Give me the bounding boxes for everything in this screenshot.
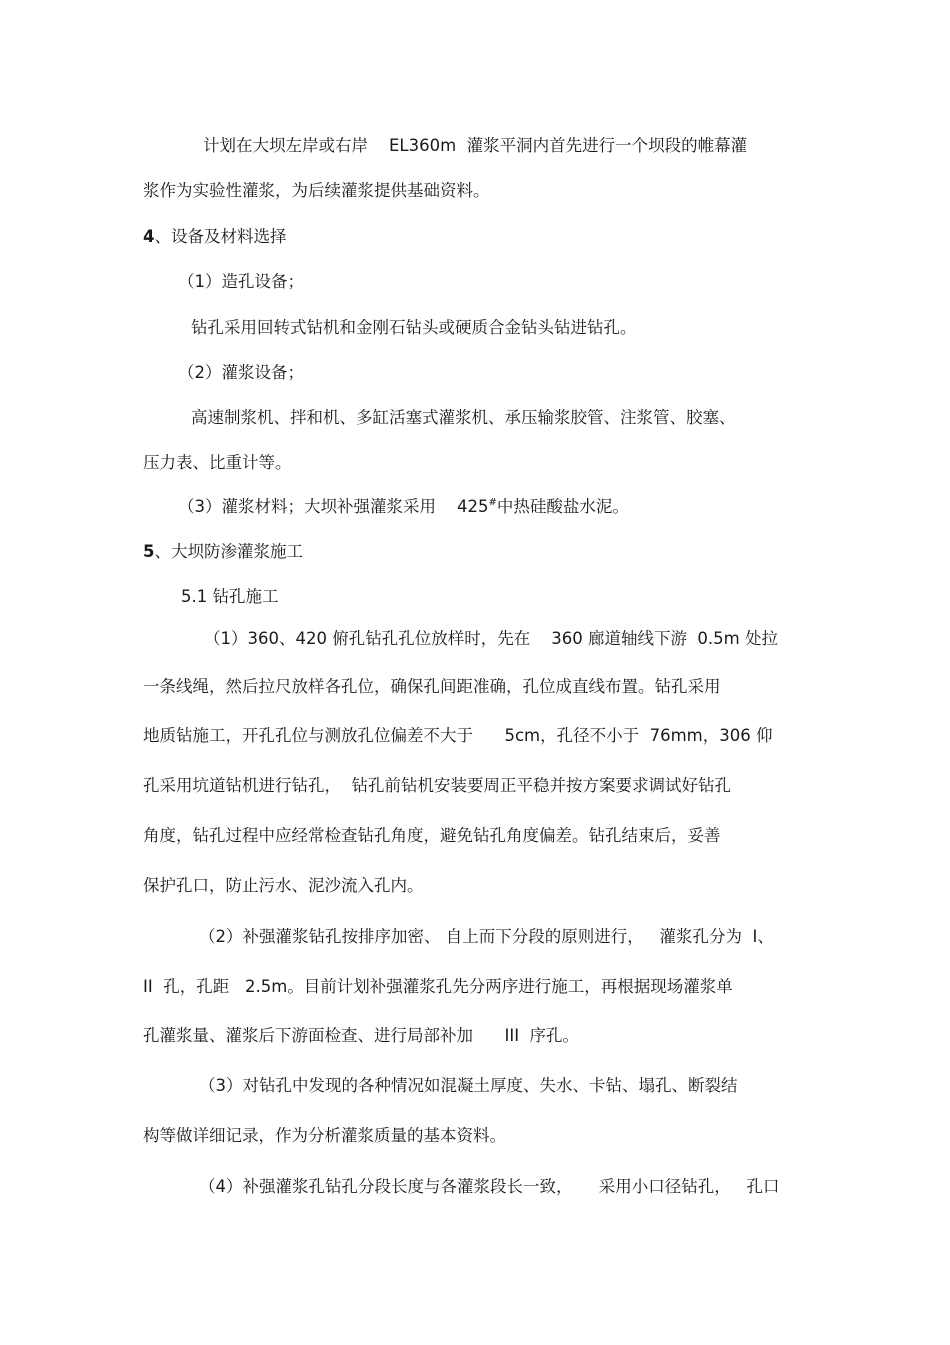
para-line: 高速制浆机、拌和机、多缸活塞式灌浆机、承压输浆胶管、注浆管、胶塞、 [191, 408, 736, 427]
subsection-title: 5.1 钻孔施工 [181, 587, 279, 606]
para-line: 计划在大坝左岸或右岸 EL360m 灌浆平洞内首先进行一个坝段的帷幕灌 [203, 136, 748, 155]
subsection-title: （1）造孔设备； [178, 272, 304, 291]
subsection-title: （2）灌浆设备； [178, 363, 304, 382]
para-line: 构等做详细记录，作为分析灌浆质量的基本资料。 [143, 1126, 506, 1145]
para-line: 孔采用坑道钻机进行钻孔， 钻孔前钻机安装要周正平稳并按方案要求调试好钻孔 [143, 776, 731, 795]
para-line: （4）补强灌浆孔钻孔分段长度与各灌浆段长一致， 采用小口径钻孔， 孔口 [199, 1177, 780, 1196]
para-line: 一条线绳，然后拉尺放样各孔位，确保孔间距准确，孔位成直线布置。钻孔采用 [143, 677, 721, 696]
section-title: 、设备及材料选择 [154, 227, 287, 246]
para-line: （3）对钻孔中发现的各种情况如混凝土厚度、失水、卡钻、塌孔、断裂结 [199, 1076, 738, 1095]
para-line: 压力表、比重计等。 [143, 453, 292, 472]
section-number: 5 [143, 542, 155, 561]
para-line: 浆作为实验性灌浆，为后续灌浆提供基础资料。 [143, 181, 490, 200]
text-span: （3）灌浆材料；大坝补强灌浆采用 425 [178, 497, 489, 516]
para-line: II 孔，孔距 2.5m。目前计划补强灌浆孔先分两序进行施工，再根据现场灌浆单 [143, 977, 733, 996]
superscript-mark: # [488, 497, 497, 508]
para-line [178, 496, 629, 518]
section-number: 4 [143, 227, 155, 246]
text-span: 中热硅酸盐水泥。 [496, 497, 629, 516]
section-title: 、大坝防渗灌浆施工 [154, 542, 303, 561]
section-heading-5 [143, 541, 303, 563]
para-line: （1）360、420 俯孔钻孔孔位放样时，先在 360 廊道轴线下游 0.5m 处拉 [204, 629, 778, 648]
para-line: 钻孔采用回转式钻机和金刚石钻头或硬质合金钻头钻进钻孔。 [191, 318, 637, 337]
para-line: 孔灌浆量、灌浆后下游面检查、进行局部补加 III 序孔。 [143, 1026, 580, 1045]
para-line: 保护孔口，防止污水、泥沙流入孔内。 [143, 876, 424, 895]
para-line: （2）补强灌浆钻孔按排序加密、 自上而下分段的原则进行， 灌浆孔分为 I、 [199, 927, 774, 946]
section-heading-4 [143, 226, 286, 248]
para-line: 地质钻施工，开孔孔位与测放孔位偏差不大于 5cm，孔径不小于 76mm，306 仰 [143, 726, 773, 745]
para-line: 角度，钻孔过程中应经常检查钻孔角度，避免钻孔角度偏差。钻孔结束后，妥善 [143, 826, 721, 845]
